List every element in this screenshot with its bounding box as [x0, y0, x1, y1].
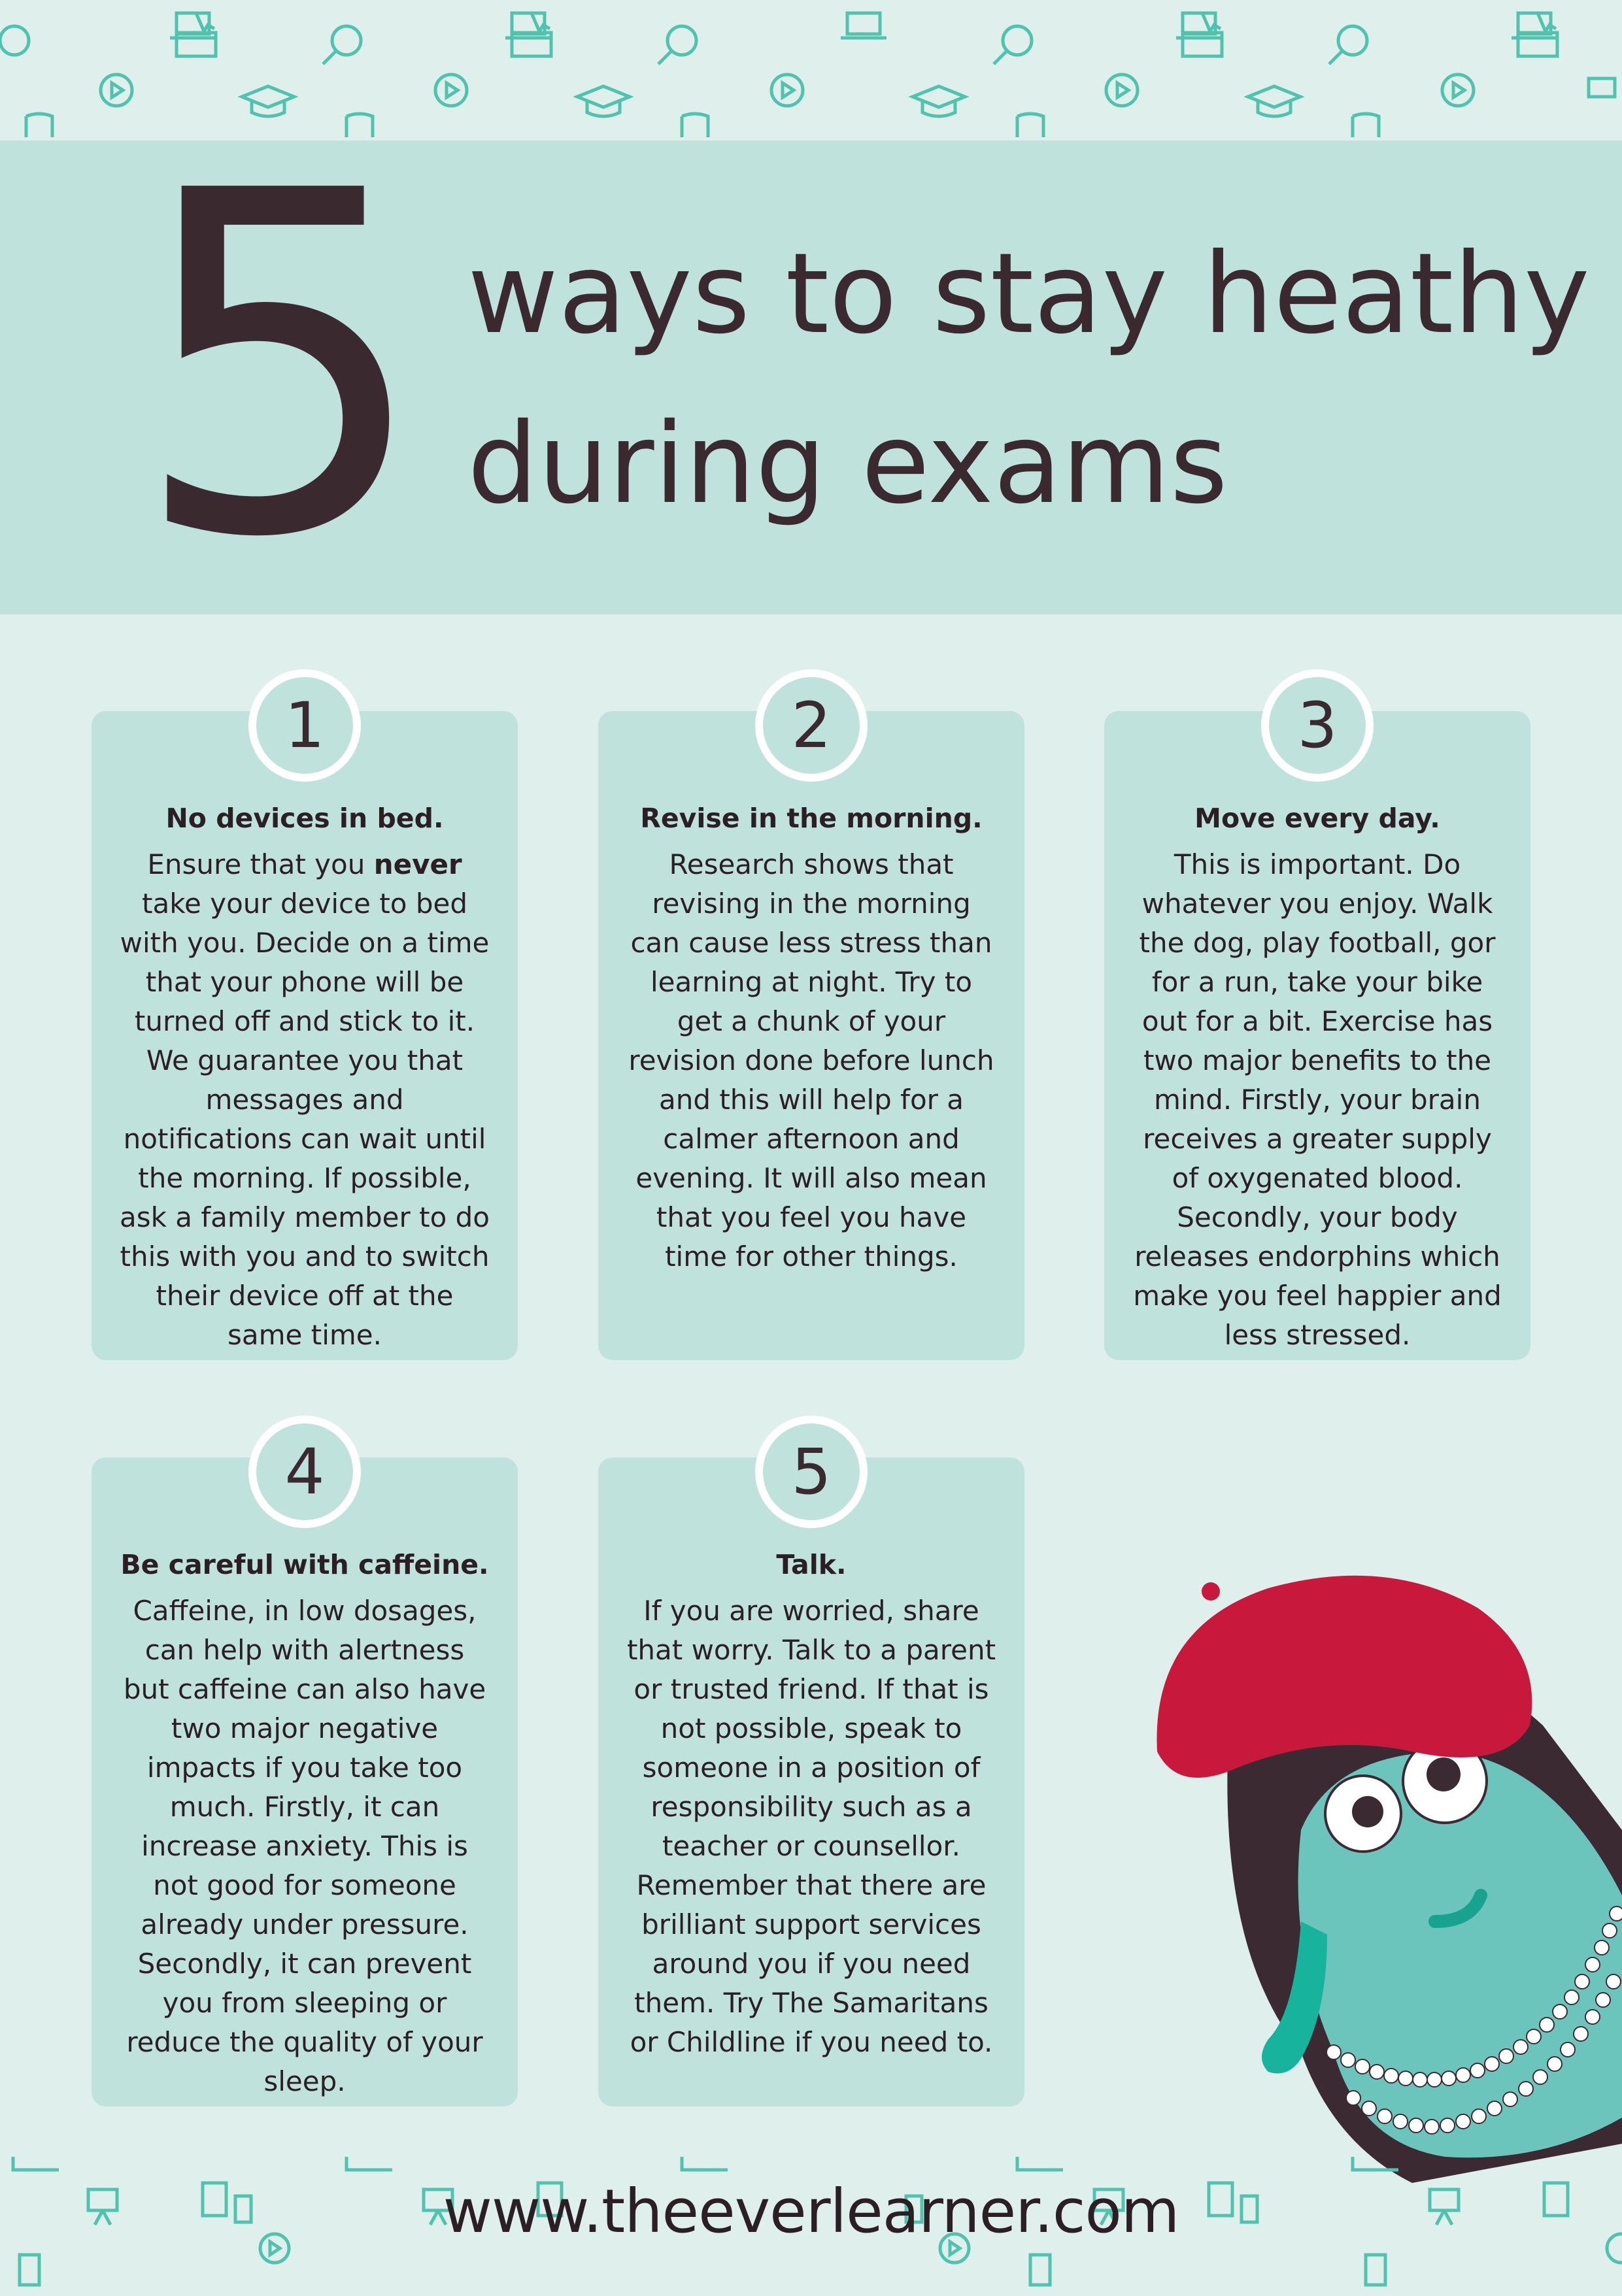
tip-number-badge: 1: [248, 669, 361, 782]
search-icon: [994, 26, 1032, 64]
tip-card-4: [92, 1435, 518, 2106]
tip-card-2: [598, 689, 1024, 1360]
tip-number-badge: 5: [755, 1416, 868, 1528]
laptop-icon: [1017, 2157, 1063, 2170]
phone-icon: [20, 2255, 39, 2285]
tip-title: Move every day.: [1194, 803, 1440, 834]
phone-icon: [1366, 2255, 1385, 2285]
laptop-icon: [841, 13, 887, 38]
tip-title: Talk.: [776, 1549, 847, 1580]
tip-body-emphasis: never: [373, 848, 462, 880]
play-icon: [435, 75, 467, 106]
book-icon: [1017, 114, 1043, 137]
tip-body-text: Ensure that you: [147, 848, 374, 880]
tip-number-badge: 2: [755, 669, 868, 782]
book-icon: [1353, 114, 1379, 137]
tip-number-badge: 4: [248, 1416, 361, 1528]
tip-card-5: [598, 1435, 1024, 2106]
laptop-icon: [1589, 78, 1615, 97]
tip-card-1: [92, 689, 518, 1360]
tip-title: No devices in bed.: [165, 803, 444, 834]
laptop-icon: [346, 2157, 392, 2170]
page-title-line-1: ways to stay heathy: [467, 229, 1590, 359]
tip-number-badge: 3: [1261, 669, 1374, 782]
tip-body: If you are worried, share that worry. Talk to a parent or trusted friend. If that is not possible, speak to someone in a position of responsibility such as a teacher or counsellor. Remember that there are brilliant support services around you if you need them. Try The Samaritans or Childline if you need to.: [626, 1595, 996, 2058]
play-icon: [1106, 75, 1138, 106]
book-icon: [26, 114, 52, 137]
play-icon: [101, 75, 132, 106]
tip-title: Revise in the morning.: [640, 803, 983, 834]
play-icon: [1442, 75, 1474, 106]
footer-url[interactable]: www.theeverlearner.com: [443, 2176, 1179, 2246]
laptop-icon: [13, 2157, 59, 2170]
tip-card-3: [1104, 689, 1530, 1360]
play-icon: [771, 75, 803, 106]
search-icon: [0, 26, 29, 55]
big-number: 5: [131, 92, 424, 640]
graduation-cap-icon: [577, 86, 630, 116]
page-title-line-2: during exams: [467, 399, 1228, 529]
search-icon: [323, 26, 361, 64]
mascot-illustration: [1138, 1556, 1622, 2183]
phone-icon: [1030, 2255, 1050, 2285]
tip-body: This is important. Do whatever you enjoy. Walk the dog, play football, gor for a run, take your bike out for a bit. Exercise has two major benefits to the mind. Firstly, your brain receives a greater supply of oxygenated blood. Secondly, your body releases endorphins which make you feel happier and less stressed.: [1133, 848, 1502, 1351]
tip-body-text: take your device to bed with you. Decide on a time that your phone will be turned off and stick to it. We guarantee you that messages and notifications can wait until the morning. If possible, ask a family member to do this with you and to switch their device off at the same time.: [119, 888, 490, 1351]
tip-body: [119, 845, 490, 1355]
laptop-icon: [1353, 2157, 1398, 2170]
laptop-icon: [682, 2157, 728, 2170]
search-icon: [1329, 26, 1367, 64]
tip-body: Research shows that revising in the morning can cause less stress than learning at night. Try to get a chunk of your revision done before lunch and this will help for a calmer afternoon and evening. It will also mean that you feel you have time for other things.: [628, 848, 994, 1273]
graduation-cap-icon: [1248, 86, 1300, 116]
book-icon: [682, 114, 708, 137]
search-icon: [658, 26, 696, 64]
tip-title: Be careful with caffeine.: [120, 1549, 489, 1580]
tip-body: Caffeine, in low dosages, can help with alertness but caffeine can also have two major negative impacts if you take too much. Firstly, it can increase anxiety. This is not good for someone already under pressure. Secondly, it can prevent you from sleeping or reduce the quality of your sleep.: [123, 1595, 486, 2097]
graduation-cap-icon: [913, 86, 965, 116]
